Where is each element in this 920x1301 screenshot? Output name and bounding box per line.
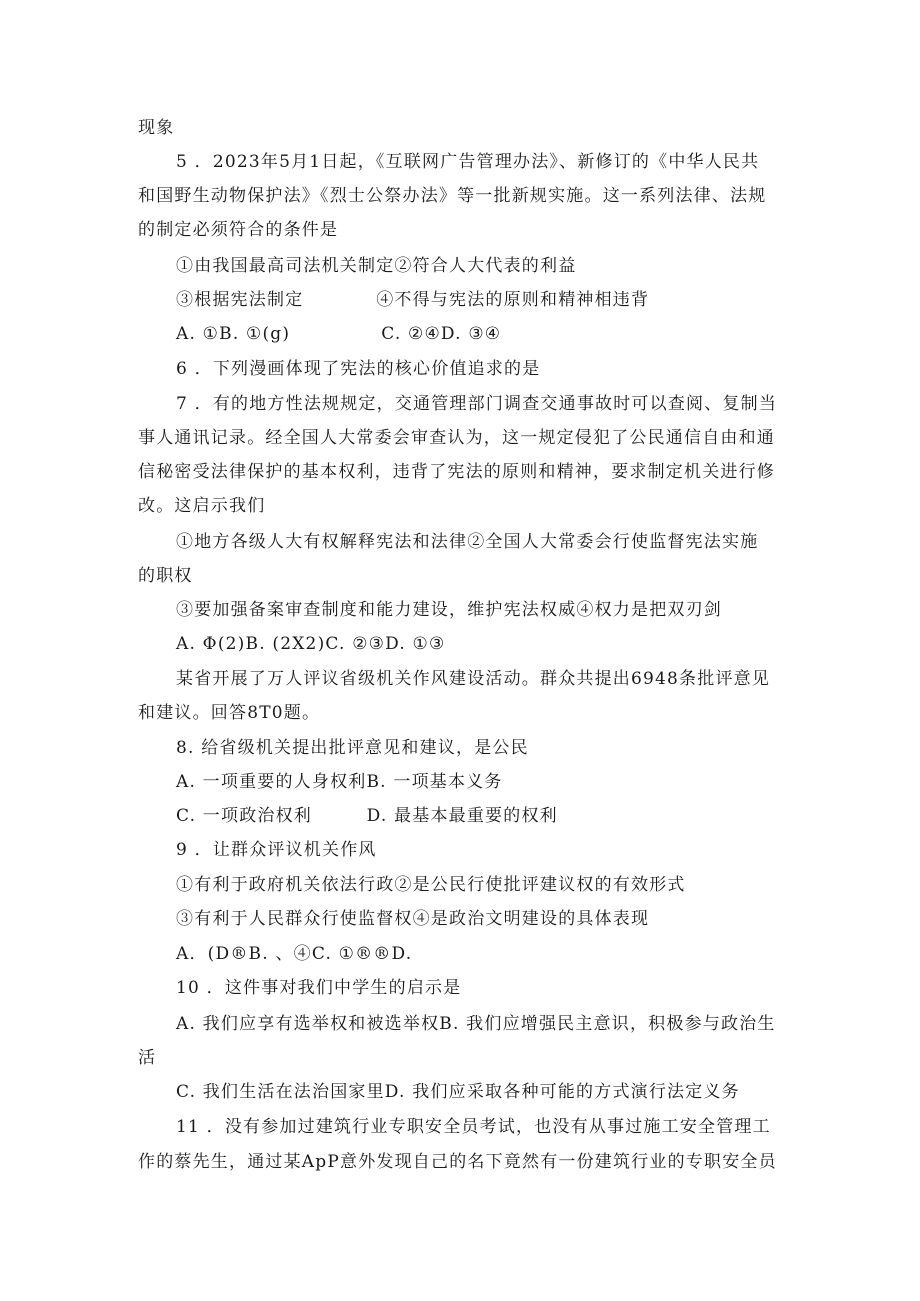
question-6: 6 ．下列漫画体现了宪法的核心价值追求的是 bbox=[176, 359, 541, 379]
answer-choices: A. 我们应享有选举权和被选举权B. 我们应增强民主意识，积极参与政治生 bbox=[176, 1014, 776, 1034]
text-line: 和建议。回答8T0题。 bbox=[138, 703, 321, 723]
answer-choices: A．(D®B. 、④C. ①®®D. bbox=[176, 944, 413, 964]
question-11: 11 ．没有参加过建筑行业专职安全员考试，也没有从事过施工安全管理工 bbox=[176, 1117, 771, 1137]
text-line: 事人通讯记录。经全国人大常委会审查认为，这一规定侵犯了公民通信自由和通 bbox=[138, 428, 775, 448]
text-line: 的职权 bbox=[138, 566, 193, 586]
question-7: 7 ．有的地方性法规规定，交通管理部门调查交通事故时可以查阅、复制当 bbox=[176, 394, 778, 414]
text-line: 现象 bbox=[138, 118, 175, 138]
answer-choices: C. 我们生活在法治国家里D. 我们应采取各种可能的方式演行法定义务 bbox=[176, 1082, 740, 1102]
text-line: 改。这启示我们 bbox=[138, 496, 266, 516]
text-line: 的制定必须符合的条件是 bbox=[138, 220, 339, 240]
question-9: 9 ．让群众评议机关作风 bbox=[176, 840, 377, 860]
option-line: ③有利于人民群众行使监督权④是政治文明建设的具体表现 bbox=[176, 909, 650, 929]
text-line: 作的蔡先生，通过某ApP意外发现自己的名下竟然有一份建筑行业的专职安全员 bbox=[138, 1152, 777, 1172]
question-8: 8. 给省级机关提出批评意见和建议，是公民 bbox=[176, 738, 529, 758]
option-line: ③根据宪法制定 ④不得与宪法的原则和精神相违背 bbox=[176, 290, 650, 310]
text-line: 活 bbox=[138, 1048, 157, 1068]
answer-choices: A. Φ(2)B. (2X2)C. ②③D. ①③ bbox=[176, 634, 446, 654]
answer-choices: C. 一项政治权利 D. 最基本最重要的权利 bbox=[176, 806, 558, 826]
material-text: 某省开展了万人评议省级机关作风建设活动。群众共提出6948条批评意见 bbox=[176, 669, 771, 689]
option-line: ①地方各级人大有权解释宪法和法律②全国人大常委会行使监督宪法实施 bbox=[176, 532, 759, 552]
text-line: 和国野生动物保护法》《烈士公祭办法》等一批新规实施。这一系列法律、法规 bbox=[138, 186, 767, 206]
answer-choices: A. ①B. ①(g) C. ②④D. ③④ bbox=[176, 324, 502, 344]
answer-choices: A. 一项重要的人身权利B. 一项基本义务 bbox=[176, 772, 503, 792]
option-line: ③要加强备案审查制度和能力建设，维护宪法权威④权力是把双刃剑 bbox=[176, 600, 722, 620]
question-5: 5 ．2023年5月1日起，《互联网广告管理办法》、新修订的《中华人民共 bbox=[176, 152, 760, 172]
question-10: 10 ．这件事对我们中学生的启示是 bbox=[176, 978, 462, 998]
text-line: 信秘密受法律保护的基本权利，违背了宪法的原则和精神，要求制定机关进行修 bbox=[138, 462, 775, 482]
option-line: ①有利于政府机关依法行政②是公民行使批评建议权的有效形式 bbox=[176, 875, 686, 895]
option-line: ①由我国最高司法机关制定②符合人大代表的利益 bbox=[176, 256, 577, 276]
